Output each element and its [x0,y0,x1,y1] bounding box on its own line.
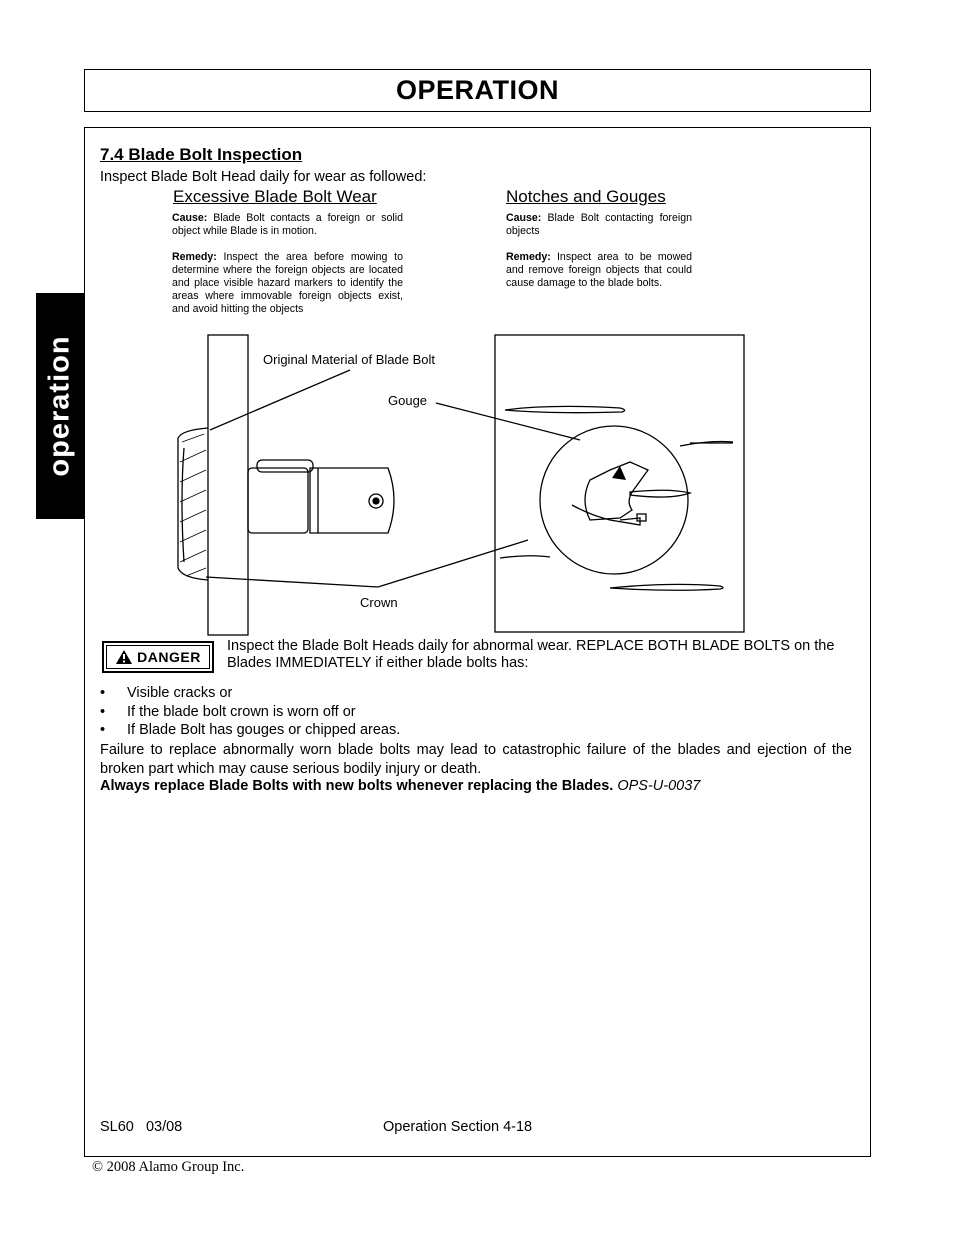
label-original-material: Original Material of Blade Bolt [263,352,435,367]
page-header [84,69,871,112]
right-cause-text: Blade Bolt contacting foreign objects [506,212,692,237]
copyright: © 2008 Alamo Group Inc. [92,1159,245,1175]
list-item [100,722,400,738]
left-remedy-label: Remedy: [172,251,217,263]
side-tab [36,293,84,519]
danger-label: DANGER [137,649,201,665]
left-cause [172,212,403,238]
right-remedy [506,251,692,290]
right-remedy-label: Remedy: [506,251,551,263]
section-intro: Inspect Blade Bolt Head daily for wear as followed: [100,169,427,185]
left-cause-label: Cause: [172,212,208,224]
left-cause-text: Blade Bolt contacts a foreign or solid object while Blade is in motion. [172,212,404,237]
label-crown: Crown [360,595,398,610]
reference-code: OPS-U-0037 [617,778,701,794]
danger-text: Inspect the Blade Bolt Heads daily for abnormal wear. REPLACE BOTH BLADE BOLTS on the Blades IMMEDIATELY if either blade bolts has: [227,638,835,671]
left-remedy [172,251,403,316]
leader-gouge [436,403,580,440]
bolt-shank [248,468,308,533]
always-replace-bold: Always replace Blade Bolts with new bolts whenever replacing the Blades. [100,778,614,794]
detail-circle [540,426,688,574]
right-cause [506,212,692,238]
right-remedy-text: Inspect area to be mowed and remove foreign objects that could cause damage to the blade bolts. [506,251,692,289]
failure-warning: Failure to replace abnormally worn blade bolts may lead to catastrophic failure of the blades and ejection of the broken part which may cause serious bodily injury or death. [100,742,852,777]
footer-model-date: SL60 03/08 [100,1119,183,1135]
bullet-symbol: • [100,722,106,738]
blade-bolt-diagram [150,330,750,638]
bolt-nut [310,468,394,533]
danger-badge [102,641,214,673]
bullet-symbol: • [100,704,106,720]
left-column-title: Excessive Blade Bolt Wear [173,187,377,206]
leader-original [210,370,350,430]
bolt-key [257,460,313,472]
list-item-text: If Blade Bolt has gouges or chipped areas. [127,722,401,738]
leader-crown-left [206,577,378,587]
list-item-text: If the blade bolt crown is worn off or [127,704,356,720]
right-cause-label: Cause: [506,212,542,224]
leader-crown-right [378,540,528,587]
bullet-symbol: • [100,685,106,701]
blade-plate [208,335,248,635]
list-item [100,704,356,720]
always-replace-note [100,778,700,794]
label-gouge: Gouge [388,393,428,408]
section-title: 7.4 Blade Bolt Inspection [100,145,303,164]
list-item [100,685,232,701]
list-item-text: Visible cracks or [127,685,233,701]
footer-page-number: Operation Section 4-18 [383,1119,533,1135]
warning-triangle-icon [115,649,133,665]
page-header-title: OPERATION [395,75,559,105]
side-tab-label: operation [43,335,76,477]
left-remedy-text: Inspect the area before mowing to determine where the foreign objects are located and place visible hazard markers to identify the areas where immovable foreign objects exist, and avoid hitting the objects [172,251,403,315]
right-column-title: Notches and Gouges [506,187,666,206]
